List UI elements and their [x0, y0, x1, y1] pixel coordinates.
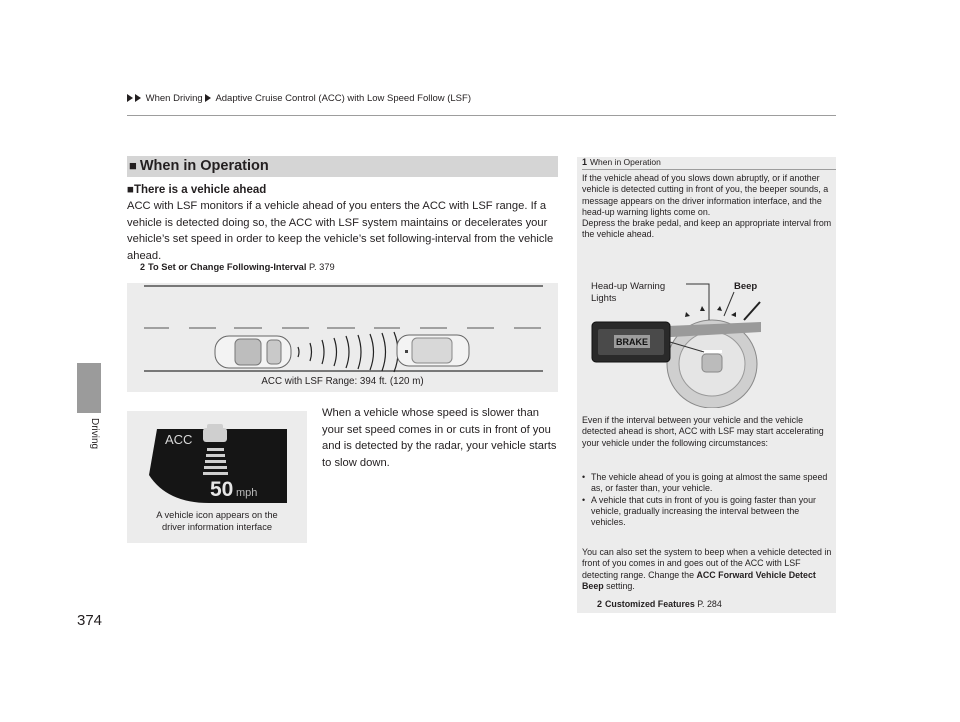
cluster-acc-label: ACC	[165, 432, 193, 447]
hud-diagram	[584, 272, 761, 408]
note-text: If the vehicle ahead of you slows down abruptly, or if another vehicle is detected cutting in front of you, the beeper sounds, a message appears on the driver information interface, and the head-up warning lights come on.	[582, 173, 829, 217]
section-title: When in Operation	[139, 158, 269, 174]
cross-reference[interactable]	[597, 599, 722, 609]
note-paragraph: Even if the interval between your vehicle and the vehicle detected ahead is short, ACC with LSF may start accelerating your vehicle under the following circumstances:	[582, 415, 824, 448]
body-paragraph: ACC with LSF monitors if a vehicle ahead of you enters the ACC with LSF range. If a vehicle is detected doing so, the ACC with LSF system maintains or decelerates your vehicle’s set speed in order to keep the vehicle’s set following-interval from the vehicle ahead.	[127, 200, 554, 262]
breadcrumb	[127, 93, 471, 104]
cluster-caption	[127, 510, 307, 533]
cluster-caption-line: driver information interface	[161, 521, 273, 532]
xref-page: P. 379	[309, 262, 335, 272]
chapter-label: Driving	[89, 418, 100, 450]
own-vehicle-icon	[215, 336, 291, 368]
note-title-text: When in Operation	[590, 157, 661, 167]
breadcrumb-arrow-icon	[205, 94, 211, 102]
hud-illustration	[584, 272, 761, 408]
note-ref-icon: 1	[582, 157, 588, 167]
breadcrumb-item[interactable]: Adaptive Cruise Control (ACC) with Low Speed Follow (LSF)	[215, 93, 471, 104]
breadcrumb-item[interactable]: When Driving	[145, 93, 203, 104]
cluster-caption-line: A vehicle icon appears on the	[156, 510, 278, 520]
note-title	[582, 157, 661, 167]
setting-name: ACC Forward Vehicle Detect Beep	[582, 569, 816, 591]
page-number: 374	[77, 612, 103, 629]
note-divider	[582, 169, 836, 170]
road-caption: ACC with LSF Range: 394 ft. (120 m)	[261, 376, 424, 387]
note-paragraph	[582, 173, 832, 241]
cluster-speed: 50	[210, 478, 234, 501]
cluster-speed-unit: mph	[236, 487, 258, 499]
xref-title[interactable]: Customized Features	[605, 599, 695, 609]
note-paragraph	[582, 547, 832, 592]
brake-message: BRAKE	[615, 337, 649, 347]
list-item: • A vehicle that cuts in front of you is going faster than your vehicle, gradually increasing the interval between the vehicles.	[582, 495, 832, 529]
hud-label: Lights	[591, 293, 617, 304]
breadcrumb-arrow-icon	[127, 94, 133, 102]
xref-arrow-icon: 2	[597, 599, 603, 609]
vehicle-detected-icon	[203, 424, 227, 442]
breadcrumb-arrow-icon	[135, 94, 141, 102]
section-header	[127, 156, 558, 177]
xref-page: P. 284	[697, 599, 722, 609]
vehicle-ahead-icon	[397, 335, 469, 366]
hud-label: Head-up Warning	[591, 281, 666, 292]
list-item: • The vehicle ahead of you is going at almost the same speed as, or faster than, your vehicle.	[582, 472, 832, 495]
body-paragraph: When a vehicle whose speed is slower than your set speed comes in or cuts in front of you and is detected by the radar, your vehicle starts to slow down.	[322, 407, 557, 469]
beep-label: Beep	[734, 281, 758, 292]
chapter-tab[interactable]	[77, 363, 101, 413]
cross-reference[interactable]	[140, 262, 335, 272]
note-text: setting.	[603, 580, 635, 591]
xref-arrow-icon: 2	[140, 262, 146, 272]
section-marker-icon: ■	[129, 158, 137, 173]
xref-title[interactable]: To Set or Change Following-Interval	[148, 262, 307, 272]
note-text: Depress the brake pedal, and keep an appropriate interval from the vehicle ahead.	[582, 218, 832, 240]
header-divider	[127, 115, 836, 116]
note-text: You can also set the system to beep when a vehicle detected in front of you comes in and goes out of the ACC with LSF detecting range. Change the	[582, 547, 832, 580]
subheading: ■There is a vehicle ahead	[127, 184, 267, 196]
note-bullet-list	[582, 472, 832, 528]
